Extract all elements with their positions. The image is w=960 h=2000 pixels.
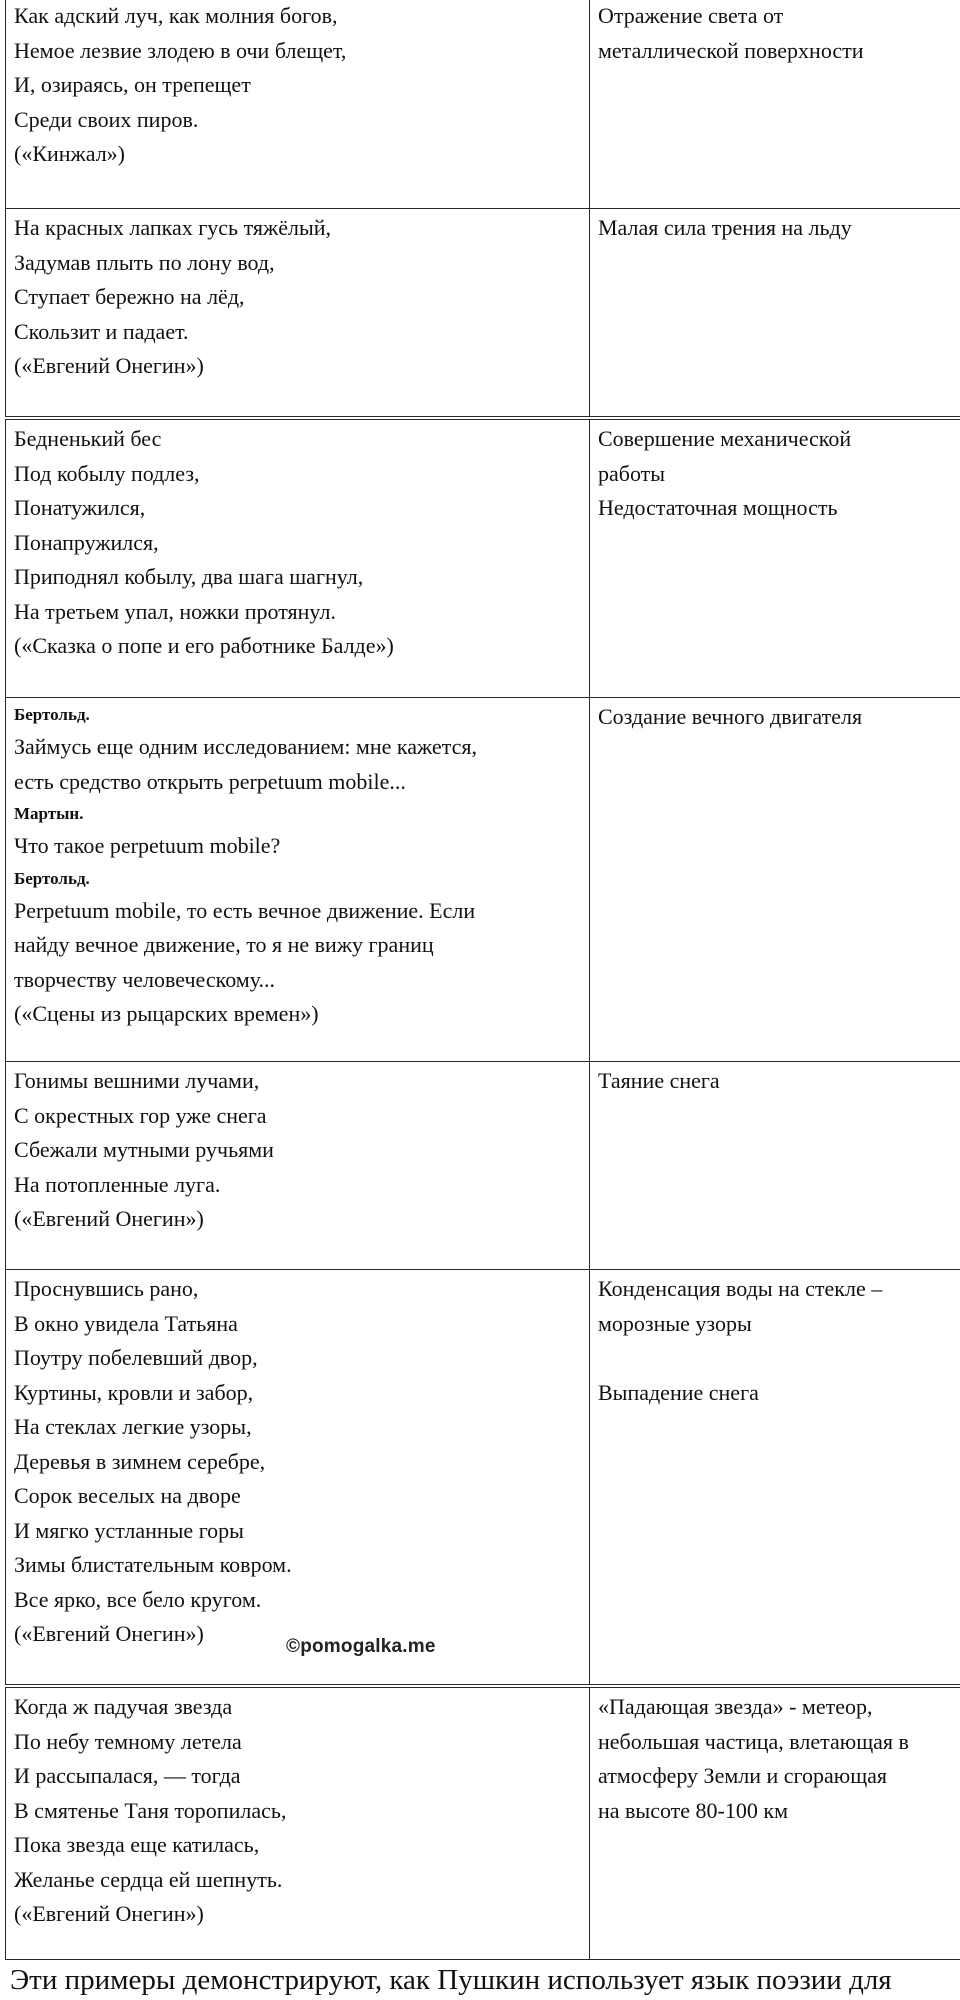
quote-line: Гонимы вешними лучами,: [14, 1068, 260, 1093]
phenomenon-line: небольшая частица, влетающая в: [598, 1728, 909, 1754]
quote-line: Понатужился,: [14, 495, 146, 520]
quote-source: («Сказка о попе и его работнике Балде»): [14, 633, 394, 658]
quote-line: Как адский луч, как молния богов,: [14, 3, 338, 28]
quote-source: («Сцены из рыцарских времен»): [14, 1001, 319, 1026]
quote-source: («Кинжал»): [14, 141, 126, 166]
table-row: [6, 420, 960, 698]
quote-line: Сорок веселых на дворе: [14, 1483, 241, 1508]
quote-cell: [6, 698, 590, 1062]
quote-line: Куртины, кровли и забор,: [14, 1379, 254, 1405]
quote-cell: [6, 0, 590, 209]
phenomenon-line: работы: [598, 460, 666, 486]
quote-source: («Евгений Онегин»): [14, 1901, 204, 1926]
quote-line: Понапружился,: [14, 529, 159, 555]
poetry-physics-table-a: [5, 0, 960, 417]
quote-line: Желанье сердца ей шепнуть.: [14, 1866, 283, 1892]
phenomenon-cell: [590, 420, 960, 698]
dialogue-line: Perpetuum mobile, то есть вечное движение. Если: [14, 897, 476, 923]
spacer: [598, 1341, 960, 1376]
speaker-name: Бертольд.: [14, 868, 90, 888]
phenomenon-cell: [590, 1062, 960, 1270]
table-row: [6, 209, 960, 417]
table-row: [6, 698, 960, 1062]
quote-line: Деревья в зимнем серебре,: [14, 1448, 266, 1474]
phenomenon-line: морозные узоры: [598, 1310, 752, 1336]
quote-cell: [6, 420, 590, 698]
quote-line: В окно увидела Татьяна: [14, 1310, 238, 1336]
quote-source: («Евгений Онегин»): [14, 1621, 204, 1646]
quote-line: Под кобылу подлез,: [14, 460, 200, 486]
quote-cell: [6, 209, 590, 417]
quote-line: Проснувшись рано,: [14, 1276, 199, 1301]
quote-line: Скользит и падает.: [14, 318, 189, 344]
phenomenon-cell: [590, 0, 960, 209]
phenomenon-line: Отражение света от: [598, 3, 784, 28]
poetry-physics-table-b: [5, 419, 960, 1685]
phenomenon-line: атмосферу Земли и сгорающая: [598, 1763, 888, 1788]
phenomenon-line: металлической поверхности: [598, 37, 864, 63]
table-row: [6, 0, 960, 209]
quote-line: Сбежали мутными ручьями: [14, 1137, 274, 1162]
quote-line: На стеклах легкие узоры,: [14, 1414, 252, 1439]
quote-source: («Евгений Онегин»): [14, 353, 204, 378]
poetry-physics-table-c: [5, 1687, 960, 1960]
quote-line: Пока звезда еще катилась,: [14, 1832, 260, 1857]
quote-line: Бедненький бес: [14, 426, 162, 451]
quote-line: На потопленные луга.: [14, 1171, 221, 1197]
quote-line: Когда ж падучая звезда: [14, 1694, 233, 1719]
dialogue-line: есть средство открыть perpetuum mobile...: [14, 768, 406, 794]
quote-line: Задумав плыть по лону вод,: [14, 249, 275, 275]
quote-line: И рассыпалася, — тогда: [14, 1763, 241, 1788]
table-row: [6, 1688, 960, 1960]
phenomenon-line: Малая сила трения на льду: [598, 215, 852, 240]
quote-line: По небу темному летела: [14, 1728, 242, 1754]
quote-line: И, озираясь, он трепещет: [14, 72, 251, 97]
phenomenon-line: Выпадение снега: [598, 1379, 759, 1405]
quote-line: С окрестных гор уже снега: [14, 1102, 267, 1128]
speaker-name: Бертольд.: [14, 705, 90, 724]
dialogue-line: Что такое perpetuum mobile?: [14, 833, 281, 858]
phenomenon-cell: [590, 1688, 960, 1960]
phenomenon-line: «Падающая звезда» - метеор,: [598, 1694, 873, 1719]
quote-line: Поутру побелевший двор,: [14, 1345, 258, 1370]
phenomenon-cell: [590, 1270, 960, 1685]
phenomenon-line: Совершение механической: [598, 426, 852, 451]
quote-line: В смятенье Таня торопилась,: [14, 1797, 287, 1823]
quote-line: Приподнял кобылу, два шага шагнул,: [14, 564, 364, 589]
quote-cell: [6, 1062, 590, 1270]
phenomenon-line: Создание вечного двигателя: [598, 704, 863, 729]
quote-line: На красных лапках гусь тяжёлый,: [14, 215, 332, 240]
quote-cell: [6, 1270, 590, 1685]
dialogue-line: найду вечное движение, то я не вижу границ: [14, 932, 434, 957]
phenomenon-line: на высоте 80-100 км: [598, 1797, 788, 1823]
quote-cell: [6, 1688, 590, 1960]
speaker-name: Мартын.: [14, 804, 84, 823]
phenomenon-cell: [590, 209, 960, 417]
quote-line: Среди своих пиров.: [14, 106, 199, 132]
watermark-text: ©pomogalka.me: [286, 1636, 436, 1657]
table-row: [6, 1062, 960, 1270]
quote-line: Зимы блистательным ковром.: [14, 1552, 292, 1577]
quote-line: Ступает бережно на лёд,: [14, 284, 245, 309]
quote-line: Немое лезвие злодею в очи блещет,: [14, 37, 347, 63]
phenomenon-cell: [590, 698, 960, 1062]
dialogue-line: Займусь еще одним исследованием: мне кажется,: [14, 734, 477, 759]
conclusion-paragraph: Эти примеры демонстрируют, как Пушкин использует язык поэзии для: [10, 1964, 892, 1996]
quote-source: («Евгений Онегин»): [14, 1206, 204, 1231]
quote-line: И мягко устланные горы: [14, 1517, 244, 1543]
table-row: [6, 1270, 960, 1685]
phenomenon-line: Недостаточная мощность: [598, 495, 838, 520]
phenomenon-line: Конденсация воды на стекле –: [598, 1276, 883, 1301]
dialogue-line: творчеству человеческому...: [14, 966, 275, 992]
quote-line: Все ярко, все бело кругом.: [14, 1586, 262, 1612]
phenomenon-line: Таяние снега: [598, 1068, 720, 1093]
quote-line: На третьем упал, ножки протянул.: [14, 598, 336, 624]
